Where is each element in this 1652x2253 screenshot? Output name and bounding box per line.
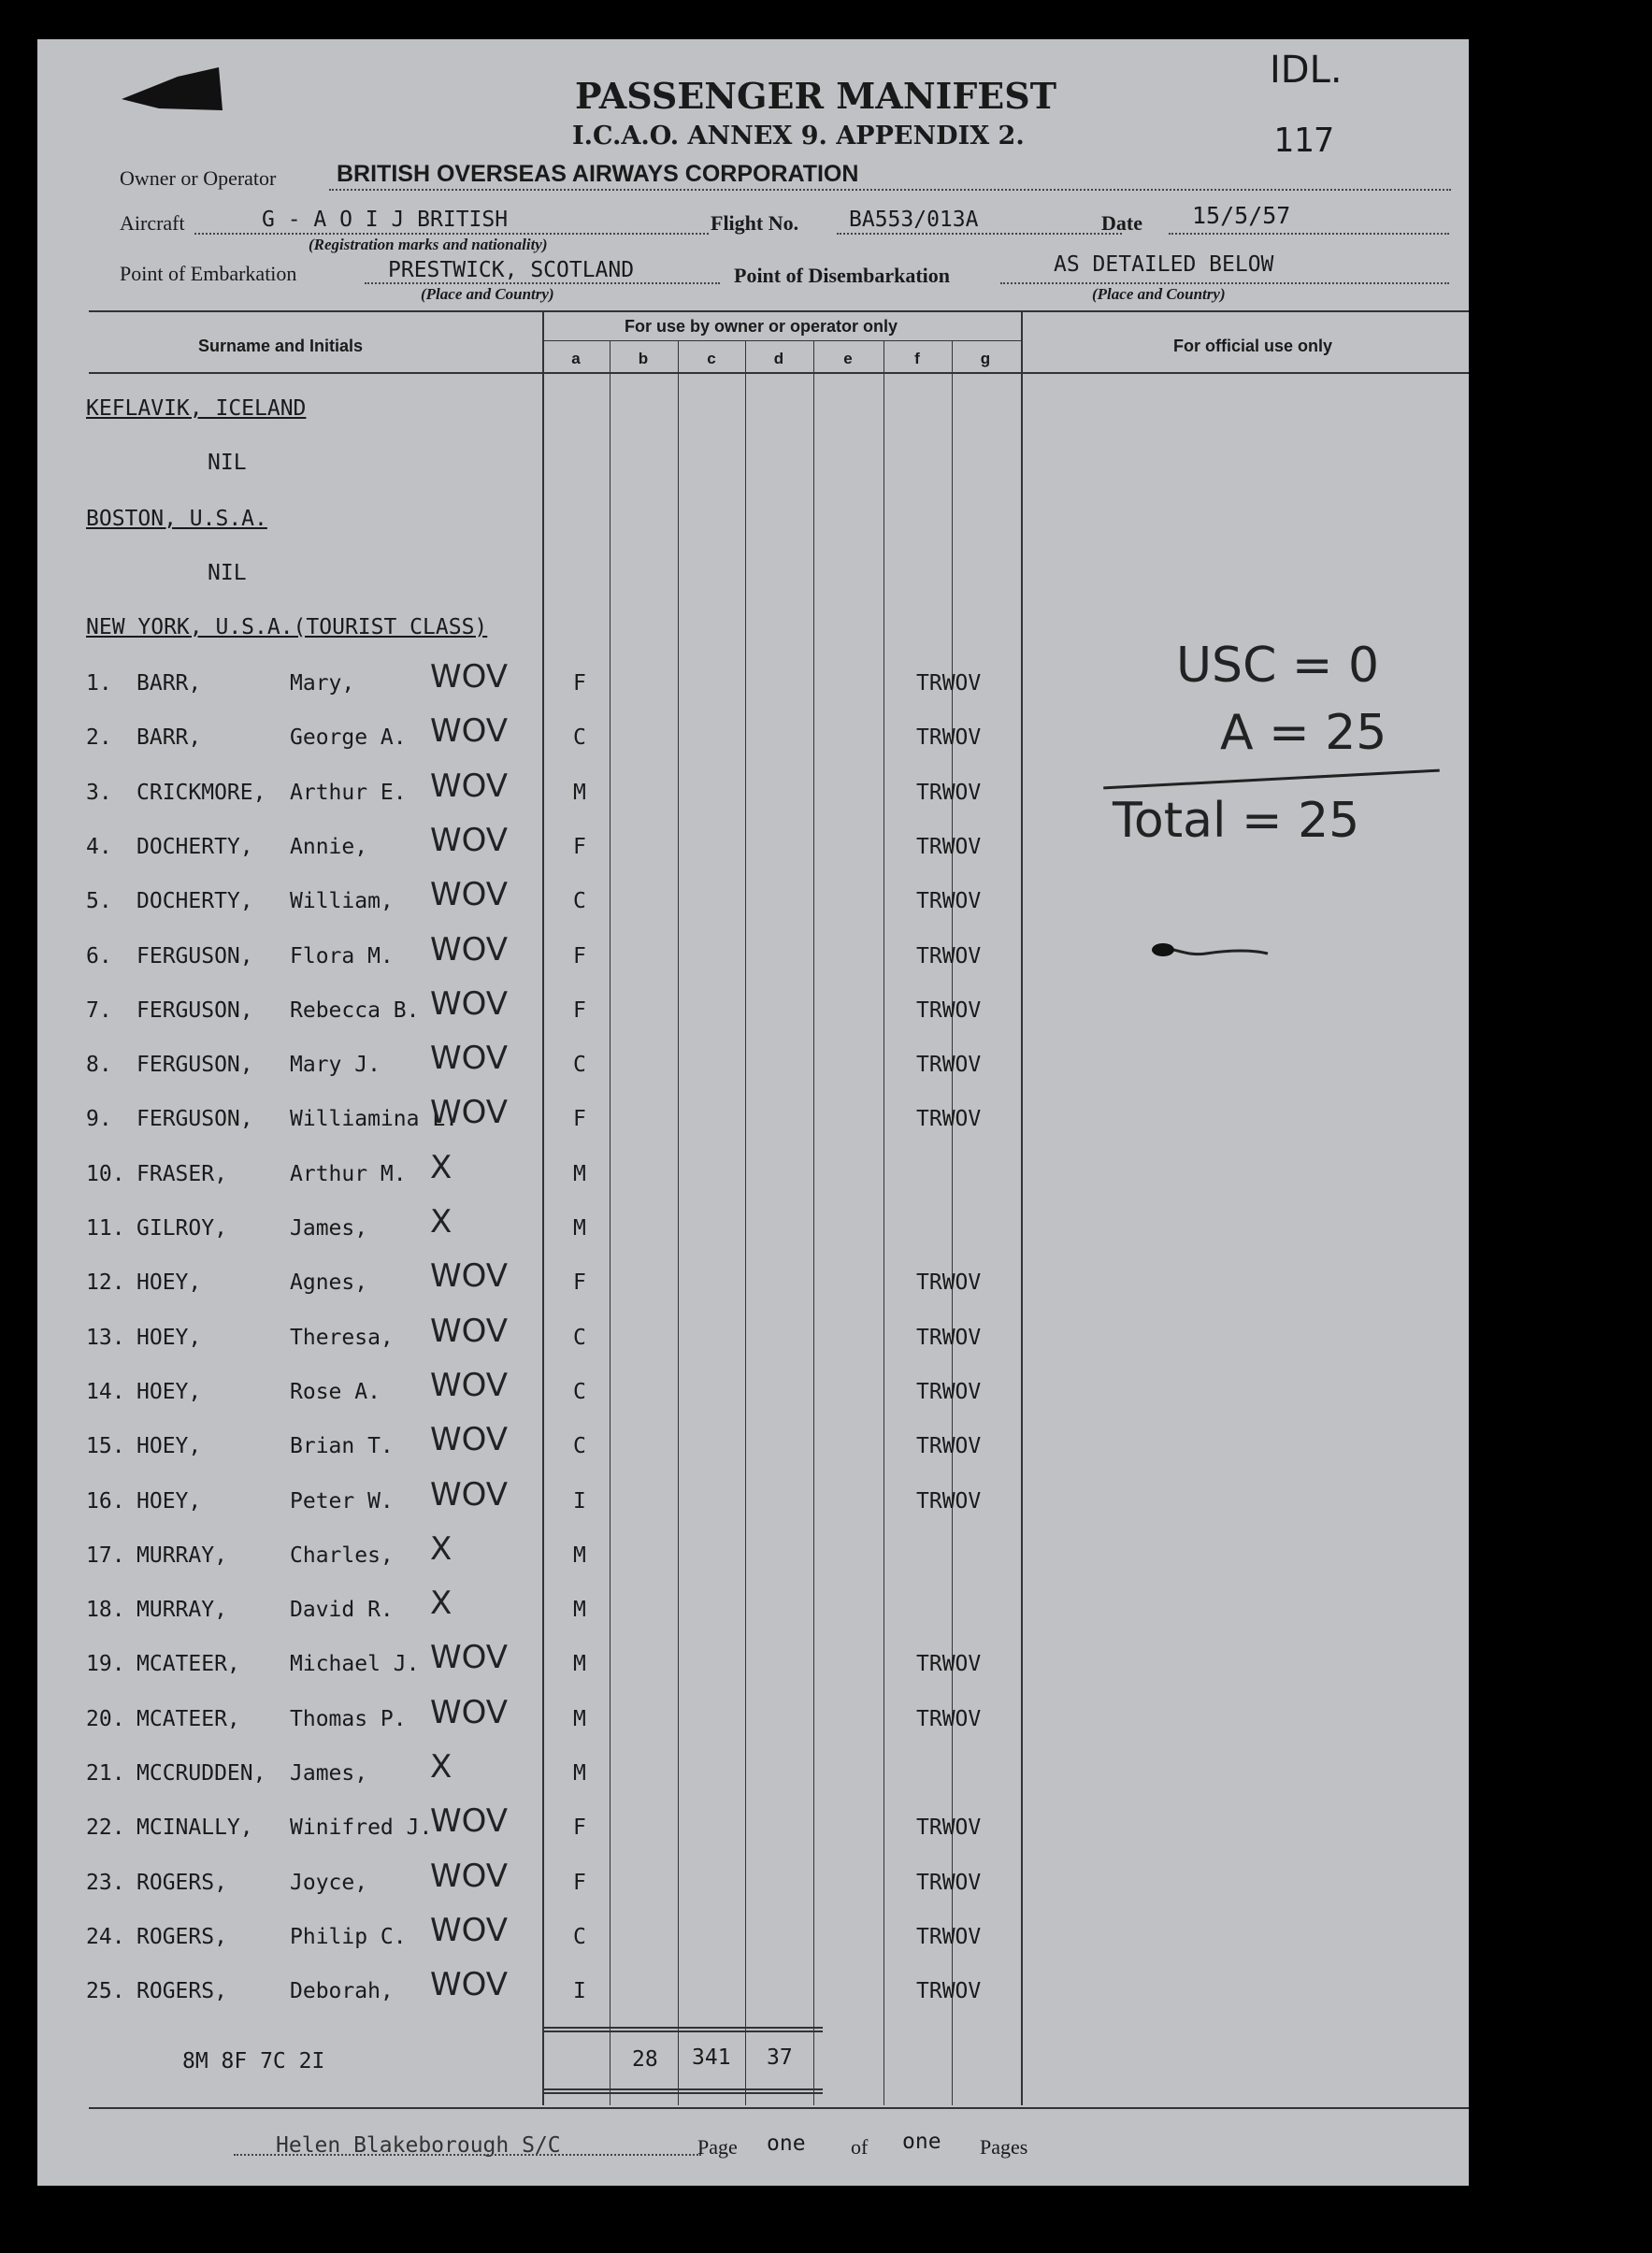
passenger-col-f: TRWOV [916, 1925, 982, 1949]
passenger-handwritten-mark: WOV [430, 1421, 509, 1458]
passenger-number: 1. [86, 671, 112, 696]
passenger-handwritten-mark: WOV [430, 1966, 509, 2003]
passenger-handwritten-mark: WOV [430, 1694, 509, 1731]
passenger-col-a: C [573, 725, 586, 750]
date-label: Date [1101, 211, 1142, 235]
passenger-surname: FERGUSON, [136, 944, 253, 969]
embark-sub: (Place and Country) [421, 285, 554, 303]
passenger-given-name: Flora M. [290, 944, 394, 969]
passenger-col-a: M [573, 1652, 586, 1676]
passenger-col-f: TRWOV [916, 671, 982, 696]
passenger-number: 3. [86, 781, 112, 805]
passenger-surname: MCATEER, [136, 1707, 240, 1731]
passenger-surname: HOEY, [136, 1489, 202, 1514]
totals-b: 28 [632, 2047, 658, 2072]
passenger-col-f: TRWOV [916, 1979, 982, 2003]
passenger-surname: ROGERS, [136, 1925, 227, 1949]
official-use-header: For official use only [1173, 337, 1333, 355]
passenger-col-a: C [573, 1925, 586, 1949]
passenger-col-a: F [573, 671, 586, 696]
totals-d: 37 [767, 2045, 793, 2070]
passenger-surname: DOCHERTY, [136, 889, 253, 913]
footer-of-value: one [902, 2130, 941, 2154]
passenger-handwritten-mark: X [430, 1585, 453, 1622]
passenger-col-f: TRWOV [916, 1270, 982, 1295]
owner-label: Owner or Operator [120, 166, 277, 190]
torn-corner-mark [122, 67, 234, 114]
passenger-col-f: TRWOV [916, 889, 982, 913]
passenger-surname: HOEY, [136, 1270, 202, 1295]
passenger-col-f: TRWOV [916, 998, 982, 1023]
passenger-surname: FRASER, [136, 1162, 227, 1186]
passenger-surname: HOEY, [136, 1326, 202, 1350]
passenger-col-a: M [573, 1543, 586, 1568]
col-d: d [773, 350, 784, 367]
passenger-given-name: Rose A. [290, 1380, 381, 1404]
passenger-handwritten-mark: WOV [430, 876, 509, 913]
passenger-surname: FERGUSON, [136, 1107, 253, 1131]
official-note-usc: USC = 0 [1176, 638, 1380, 694]
passenger-given-name: Brian T. [290, 1434, 394, 1458]
page-subtitle: I.C.A.O. ANNEX 9. APPENDIX 2. [572, 122, 1025, 151]
passenger-given-name: Philip C. [290, 1925, 407, 1949]
col-g: g [980, 350, 991, 367]
aircraft-sub: (Registration marks and nationality) [309, 236, 548, 253]
passenger-given-name: Arthur M. [290, 1162, 407, 1186]
flight-value: BA553/013A [849, 208, 979, 232]
passenger-col-a: M [573, 1216, 586, 1241]
surname-header: Surname and Initials [198, 337, 364, 355]
passenger-col-a: F [573, 944, 586, 969]
passenger-given-name: William, [290, 889, 394, 913]
passenger-handwritten-mark: WOV [430, 1802, 509, 1840]
passenger-col-f: TRWOV [916, 835, 982, 859]
passenger-handwritten-mark: WOV [430, 1476, 509, 1514]
official-note-rule [1103, 769, 1440, 790]
passenger-number: 20. [86, 1707, 125, 1731]
passenger-col-f: TRWOV [916, 781, 982, 805]
passenger-surname: FERGUSON, [136, 998, 253, 1023]
passenger-col-a: C [573, 1053, 586, 1077]
passenger-surname: BARR, [136, 671, 202, 696]
passenger-col-a: C [573, 889, 586, 913]
passenger-number: 21. [86, 1761, 125, 1786]
section-new-york: NEW YORK, U.S.A.(TOURIST CLASS) [86, 615, 488, 639]
passenger-given-name: Theresa, [290, 1326, 394, 1350]
passenger-col-a: F [573, 835, 586, 859]
totals-c: 341 [692, 2045, 731, 2070]
passenger-surname: FERGUSON, [136, 1053, 253, 1077]
footer-page-label: Page [697, 2135, 738, 2159]
aircraft-value: G - A O I J BRITISH [262, 208, 509, 232]
passenger-given-name: James, [290, 1216, 368, 1241]
owner-use-header: For use by owner or operator only [625, 317, 898, 336]
col-b: b [638, 350, 649, 367]
passenger-col-f: TRWOV [916, 944, 982, 969]
passenger-surname: ROGERS, [136, 1871, 227, 1895]
col-c: c [707, 350, 716, 367]
passenger-handwritten-mark: WOV [430, 1639, 509, 1676]
passenger-col-a: C [573, 1434, 586, 1458]
passenger-col-a: F [573, 1270, 586, 1295]
ink-smudge-mark [1150, 937, 1271, 965]
col-a: a [571, 350, 581, 367]
footer-signer: Helen Blakeborough S/C [276, 2133, 561, 2158]
date-value: 15/5/57 [1192, 202, 1291, 229]
passenger-col-f: TRWOV [916, 1107, 982, 1131]
passenger-number: 15. [86, 1434, 125, 1458]
passenger-given-name: Deborah, [290, 1979, 394, 2003]
passenger-surname: MCATEER, [136, 1652, 240, 1676]
passenger-handwritten-mark: WOV [430, 1094, 509, 1131]
passenger-handwritten-mark: WOV [430, 658, 509, 696]
passenger-given-name: Williamina L. [290, 1107, 459, 1131]
passenger-handwritten-mark: WOV [430, 712, 509, 750]
passenger-given-name: George A. [290, 725, 407, 750]
passenger-given-name: Winifred J. [290, 1815, 433, 1840]
passenger-handwritten-mark: WOV [430, 1912, 509, 1949]
footer-pages-label: Pages [980, 2135, 1028, 2159]
passenger-handwritten-mark: WOV [430, 985, 509, 1023]
official-note-a: A = 25 [1220, 705, 1387, 761]
passenger-number: 17. [86, 1543, 125, 1568]
passenger-col-f: TRWOV [916, 1326, 982, 1350]
embark-value: PRESTWICK, SCOTLAND [388, 258, 635, 282]
passenger-col-a: I [573, 1489, 586, 1514]
passenger-col-f: TRWOV [916, 1815, 982, 1840]
passenger-col-a: F [573, 1871, 586, 1895]
footer-page-value: one [767, 2131, 806, 2156]
passenger-col-a: F [573, 1107, 586, 1131]
page-number: 117 [1273, 122, 1335, 160]
passenger-col-a: C [573, 1380, 586, 1404]
passenger-col-a: F [573, 1815, 586, 1840]
page-title: PASSENGER MANIFEST [575, 75, 1056, 117]
passenger-given-name: Arthur E. [290, 781, 407, 805]
passenger-number: 7. [86, 998, 112, 1023]
passenger-given-name: Charles, [290, 1543, 394, 1568]
passenger-surname: MCINALLY, [136, 1815, 253, 1840]
passenger-handwritten-mark: X [430, 1149, 453, 1186]
passenger-number: 18. [86, 1598, 125, 1622]
passenger-col-a: F [573, 998, 586, 1023]
passenger-number: 9. [86, 1107, 112, 1131]
passenger-number: 5. [86, 889, 112, 913]
passenger-col-a: M [573, 1707, 586, 1731]
passenger-handwritten-mark: WOV [430, 822, 509, 859]
passenger-given-name: James, [290, 1761, 368, 1786]
passenger-number: 2. [86, 725, 112, 750]
passenger-given-name: Agnes, [290, 1270, 368, 1295]
passenger-number: 12. [86, 1270, 125, 1295]
passenger-surname: HOEY, [136, 1434, 202, 1458]
passenger-number: 23. [86, 1871, 125, 1895]
passenger-given-name: Mary J. [290, 1053, 381, 1077]
section-keflavik: KEFLAVIK, ICELAND [86, 396, 307, 421]
passenger-number: 6. [86, 944, 112, 969]
totals-summary: 8M 8F 7C 2I [182, 2049, 325, 2074]
passenger-number: 10. [86, 1162, 125, 1186]
owner-value: BRITISH OVERSEAS AIRWAYS CORPORATION [337, 161, 859, 187]
passenger-handwritten-mark: WOV [430, 1313, 509, 1350]
passenger-surname: DOCHERTY, [136, 835, 253, 859]
passenger-number: 22. [86, 1815, 125, 1840]
passenger-number: 4. [86, 835, 112, 859]
passenger-handwritten-mark: WOV [430, 931, 509, 969]
col-f: f [914, 350, 920, 367]
passenger-surname: MCCRUDDEN, [136, 1761, 266, 1786]
passenger-handwritten-mark: WOV [430, 768, 509, 805]
passenger-col-a: M [573, 1598, 586, 1622]
passenger-surname: MURRAY, [136, 1543, 227, 1568]
passenger-surname: HOEY, [136, 1380, 202, 1404]
footer-of-label: of [851, 2135, 869, 2159]
passenger-surname: BARR, [136, 725, 202, 750]
passenger-handwritten-mark: WOV [430, 1367, 509, 1404]
passenger-given-name: Thomas P. [290, 1707, 407, 1731]
passenger-number: 11. [86, 1216, 125, 1241]
passenger-col-f: TRWOV [916, 1489, 982, 1514]
passenger-handwritten-mark: WOV [430, 1858, 509, 1895]
passenger-number: 24. [86, 1925, 125, 1949]
passenger-given-name: Joyce, [290, 1871, 368, 1895]
section-boston-note: NIL [208, 561, 247, 585]
passenger-col-f: TRWOV [916, 1434, 982, 1458]
passenger-col-f: TRWOV [916, 1871, 982, 1895]
passenger-number: 8. [86, 1053, 112, 1077]
passenger-given-name: Rebecca B. [290, 998, 420, 1023]
passenger-handwritten-mark: WOV [430, 1040, 509, 1077]
passenger-number: 13. [86, 1326, 125, 1350]
passenger-handwritten-mark: WOV [430, 1257, 509, 1295]
section-boston: BOSTON, U.S.A. [86, 507, 267, 531]
passenger-col-a: M [573, 1761, 586, 1786]
passenger-number: 19. [86, 1652, 125, 1676]
embark-label: Point of Embarkation [120, 262, 297, 285]
passenger-col-a: C [573, 1326, 586, 1350]
passenger-surname: GILROY, [136, 1216, 227, 1241]
passenger-surname: CRICKMORE, [136, 781, 266, 805]
official-note-total: Total = 25 [1113, 793, 1360, 849]
passenger-given-name: Peter W. [290, 1489, 394, 1514]
passenger-given-name: Michael J. [290, 1652, 420, 1676]
passenger-handwritten-mark: X [430, 1203, 453, 1241]
passenger-handwritten-mark: X [430, 1748, 453, 1786]
passenger-col-a: M [573, 1162, 586, 1186]
passenger-surname: ROGERS, [136, 1979, 227, 2003]
passenger-given-name: Mary, [290, 671, 355, 696]
passenger-surname: MURRAY, [136, 1598, 227, 1622]
passenger-col-f: TRWOV [916, 1053, 982, 1077]
col-e: e [843, 350, 853, 367]
passenger-given-name: Annie, [290, 835, 368, 859]
passenger-col-f: TRWOV [916, 1380, 982, 1404]
aircraft-label: Aircraft [120, 211, 185, 235]
manifest-page [37, 39, 1469, 2186]
passenger-handwritten-mark: X [430, 1530, 453, 1568]
passenger-col-f: TRWOV [916, 725, 982, 750]
disembark-label: Point of Disembarkation [734, 264, 950, 287]
passenger-col-a: I [573, 1979, 586, 2003]
flight-label: Flight No. [711, 211, 799, 235]
passenger-number: 14. [86, 1380, 125, 1404]
passenger-number: 25. [86, 1979, 125, 2003]
passenger-col-f: TRWOV [916, 1652, 982, 1676]
passenger-col-a: M [573, 781, 586, 805]
disembark-sub: (Place and Country) [1092, 285, 1226, 303]
passenger-col-f: TRWOV [916, 1707, 982, 1731]
passenger-number: 16. [86, 1489, 125, 1514]
passenger-given-name: David R. [290, 1598, 394, 1622]
corner-note: IDL. [1270, 49, 1343, 92]
disembark-value: AS DETAILED BELOW [1054, 252, 1274, 277]
section-keflavik-note: NIL [208, 451, 247, 475]
